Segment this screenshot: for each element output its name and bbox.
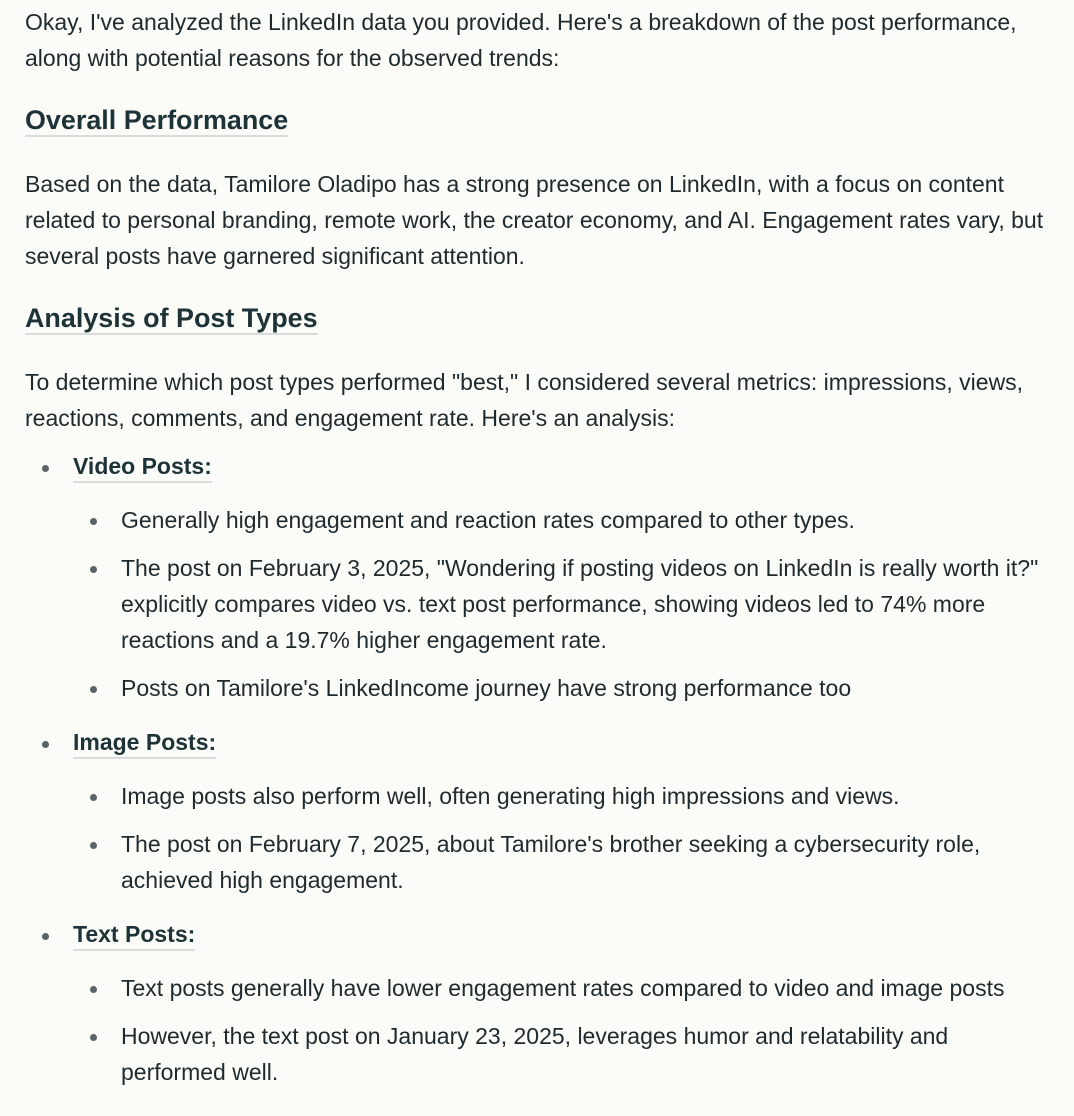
list-item: Text posts generally have lower engagement rates compared to video and image posts bbox=[73, 970, 1048, 1006]
post-type-image bbox=[25, 724, 1048, 898]
analysis-of-post-types-heading: Analysis of Post Types bbox=[25, 303, 318, 333]
list-item: Posts on Tamilore's LinkedIncome journey have strong performance too bbox=[73, 670, 1048, 706]
image-posts-label: Image Posts: bbox=[73, 727, 216, 759]
analysis-heading-wrap bbox=[25, 301, 1048, 337]
overall-performance-text: Based on the data, Tamilore Oladipo has a strong presence on LinkedIn, with a focus on content related to personal branding, remote work, the creator economy, and AI. Engagement rates vary, but several posts have garnered significant attention. bbox=[25, 171, 1044, 269]
post-types-list bbox=[25, 448, 1048, 1090]
intro-paragraph: Okay, I've analyzed the LinkedIn data you provided. Here's a breakdown of the post performance, along with potential reasons for the observed trends: bbox=[25, 9, 1017, 71]
analysis-intro-text: To determine which post types performed "best," I considered several metrics: impressions, views, reactions, comments, and engagement rate. Here's an analysis: bbox=[25, 369, 1024, 431]
list-item: The post on February 7, 2025, about Tamilore's brother seeking a cybersecurity role, achieved high engagement. bbox=[73, 826, 1048, 898]
text-heading-wrap bbox=[73, 916, 1048, 952]
image-heading-wrap bbox=[73, 724, 1048, 760]
video-points-list bbox=[73, 502, 1048, 706]
overall-heading-wrap bbox=[25, 103, 1048, 139]
overall-performance-heading: Overall Performance bbox=[25, 105, 289, 135]
video-heading-wrap bbox=[73, 448, 1048, 484]
list-item: However, the text post on January 23, 2025, leverages humor and relatability and performed well. bbox=[73, 1018, 1048, 1090]
text-posts-label: Text Posts: bbox=[73, 919, 195, 951]
list-item: Generally high engagement and reaction rates compared to other types. bbox=[73, 502, 1048, 538]
video-posts-label: Video Posts: bbox=[73, 451, 212, 483]
post-type-video bbox=[25, 448, 1048, 706]
list-item: The post on February 3, 2025, "Wondering if posting videos on LinkedIn is really worth it?" explicitly compares video vs. text post performance, showing videos led to 74% more reactions and a 19.7% higher engagement rate. bbox=[73, 550, 1048, 658]
list-item: Image posts also perform well, often generating high impressions and views. bbox=[73, 778, 1048, 814]
post-type-text bbox=[25, 916, 1048, 1090]
image-points-list bbox=[73, 778, 1048, 898]
text-points-list bbox=[73, 970, 1048, 1090]
